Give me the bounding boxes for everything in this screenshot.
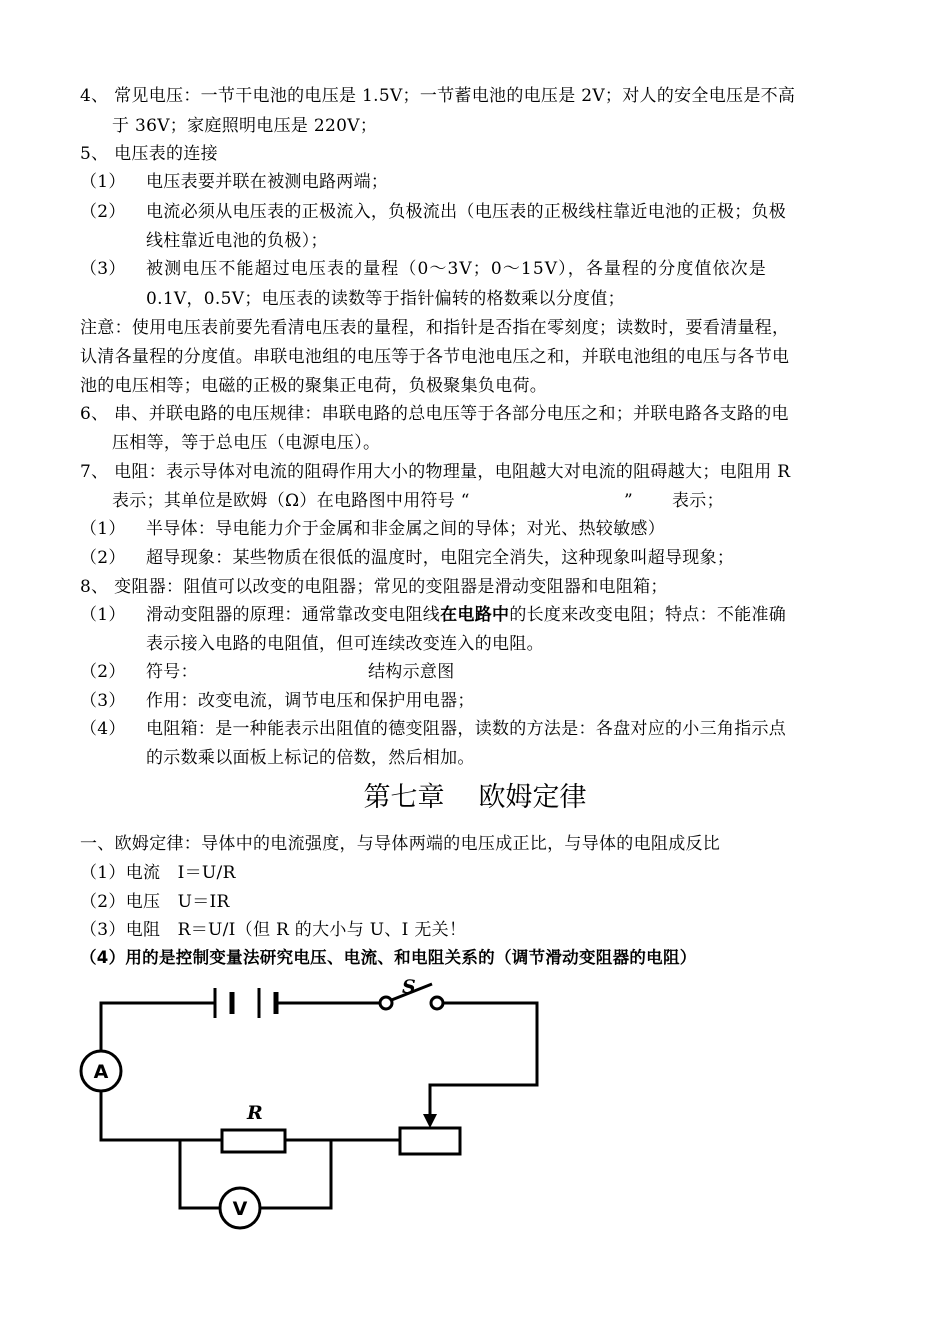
battery-icon	[215, 988, 276, 1018]
text-line: 表示接入电路的电阻值，但可连续改变连入的电阻。	[146, 634, 544, 654]
list-number: （3）	[80, 259, 126, 279]
text-line-bold: （4）用的是控制变量法研究电压、电流、和电阻关系的（调节滑动变阻器的电阻）	[80, 948, 697, 967]
list-number: （4）	[80, 719, 126, 739]
wire	[180, 1140, 219, 1208]
list-number: （2）	[80, 202, 126, 222]
list-number: （1）	[80, 172, 126, 192]
text-line: （1）电流 I＝U/R	[80, 863, 236, 883]
text-line: 被测电压不能超过电压表的量程（0～3V；0～15V），各量程的分度值依次是	[146, 259, 767, 279]
text-line: 结构示意图	[368, 662, 455, 682]
list-number: （2）	[80, 662, 126, 682]
text-line: 作用：改变电流，调节电压和保护用电器；	[146, 691, 475, 711]
switch-label: S	[402, 976, 416, 998]
list-number: （1）	[80, 605, 126, 625]
resistor-label: R	[247, 1102, 263, 1124]
chapter-number: 第七章	[363, 782, 445, 813]
text-line: （2）电压 U＝IR	[80, 892, 230, 912]
text-line: 压相等，等于总电压（电源电压）。	[112, 433, 381, 453]
text-line: 8、 变阻器：阻值可以改变的电阻器；常见的变阻器是滑动变阻器和电阻箱；	[80, 577, 668, 597]
text-line: 表示；	[672, 491, 724, 511]
text-line: （3）电阻 R＝U/I（但 R 的大小与 U、I 无关！	[80, 920, 467, 940]
text-line: 5、 电压表的连接	[80, 144, 218, 164]
text-line: 认清各量程的分度值。串联电池组的电压等于各节电池电压之和，并联电池组的电压与各节电	[80, 347, 790, 367]
text-line: 表示；其单位是欧姆（Ω）在电路图中用符号 “	[112, 491, 470, 511]
text-line: 超导现象：某些物质在很低的温度时，电阻完全消失，这种现象叫超导现象；	[146, 548, 735, 568]
text-line: 6、 串、并联电路的电压规律：串联电路的总电压等于各部分电压之和；并联电路各支路的电	[80, 404, 789, 424]
chapter-name: 欧姆定律	[478, 782, 587, 813]
resistor-icon	[222, 1130, 285, 1152]
list-number: （2）	[80, 548, 126, 568]
text-span: 的长度来改变电阻；特点：不能准确	[509, 605, 787, 625]
text-line: 半导体：导电能力介于金属和非金属之间的导体；对光、热较敏感）	[146, 519, 665, 539]
list-number: （1）	[80, 519, 126, 539]
slider-arrow-icon	[423, 1114, 437, 1128]
text-line: 0.1V，0.5V；电压表的读数等于指针偏转的格数乘以分度值；	[146, 289, 625, 309]
text-line: 注意：使用电压表前要先看清电压表的量程，和指针是否指在零刻度；读数时，要看清量程，	[80, 318, 790, 338]
text-span: 滑动变阻器的原理：通常靠改变电阻线	[146, 605, 441, 625]
voltmeter-icon	[220, 1188, 260, 1228]
emphasis-text: 在电路中	[440, 605, 510, 625]
text-line: 线柱靠近电池的负极）；	[146, 231, 328, 251]
voltmeter-label: V	[232, 1198, 248, 1220]
text-line: 电阻箱：是一种能表示出阻值的德变阻器，读数的方法是：各盘对应的小三角指示点	[146, 719, 787, 739]
wire	[101, 1092, 180, 1140]
text-line: 符号：	[146, 662, 198, 682]
text-line: 7、 电阻：表示导体对电流的阻碍作用大小的物理量，电阻越大对电流的阻碍越大；电阻用 R	[80, 462, 791, 482]
text-line: 的示数乘以面板上标记的倍数，然后相加。	[146, 748, 475, 768]
text-line: 一、欧姆定律：导体中的电流强度，与导体两端的电压成正比，与导体的电阻成反比	[80, 834, 721, 854]
text-line: 电压表要并联在被测电路两端；	[146, 172, 389, 192]
text-line: 池的电压相等；电磁的正极的聚集正电荷，负极聚集负电荷。	[80, 376, 548, 396]
list-number: （3）	[80, 691, 126, 711]
text-line: 电流必须从电压表的正极流入，负极流出（电压表的正极线柱靠近电池的正极；负极	[146, 202, 787, 222]
ammeter-icon	[81, 1051, 121, 1091]
text-line: 于 36V；家庭照明电压是 220V；	[112, 116, 378, 136]
text-line: ”	[624, 491, 633, 511]
wire	[430, 1003, 537, 1120]
text-line: 4、 常见电压：一节干电池的电压是 1.5V；一节蓄电池的电压是 2V；对人的安全电压是不高	[80, 86, 796, 106]
ammeter-label: A	[93, 1061, 109, 1083]
rheostat-icon	[400, 1114, 460, 1154]
